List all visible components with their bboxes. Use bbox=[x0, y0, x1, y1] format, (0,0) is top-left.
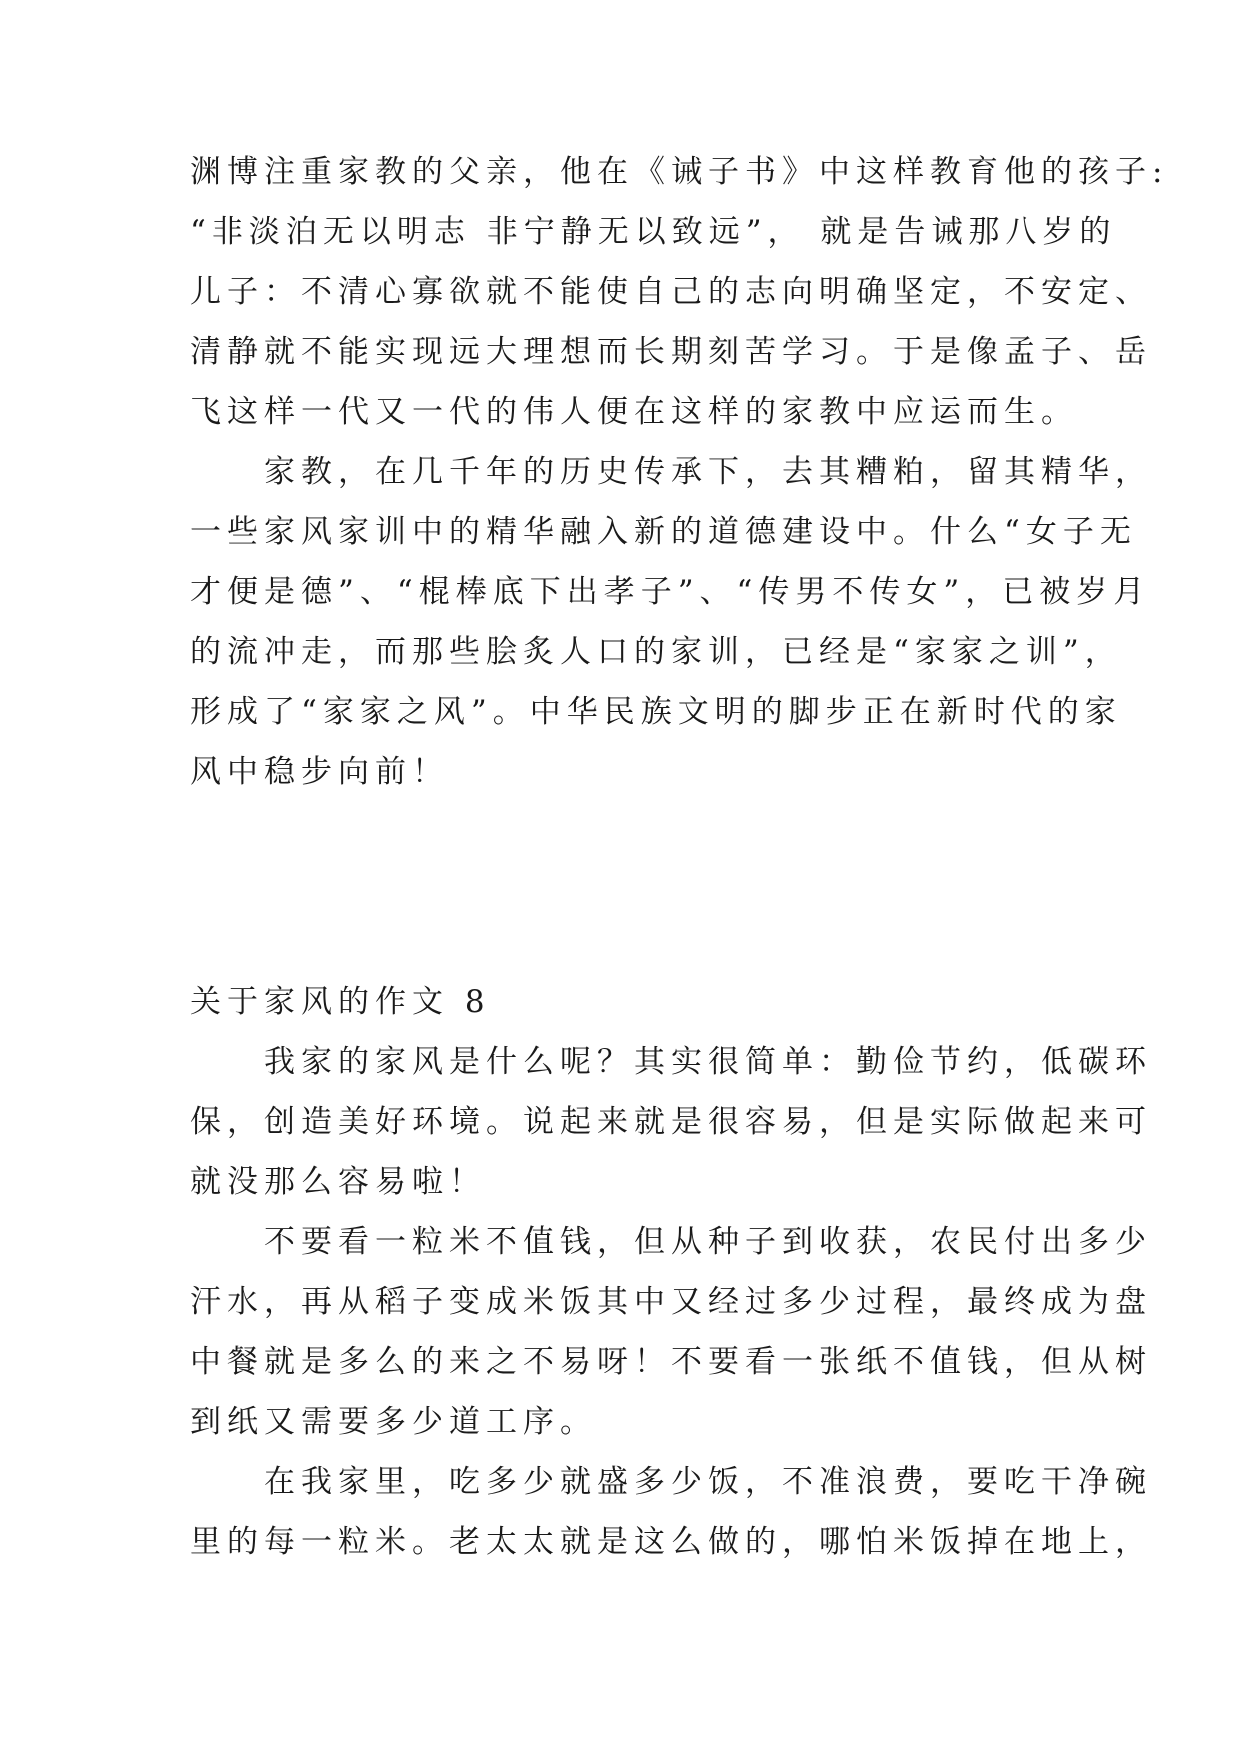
paragraph-line: 渊博注重家教的父亲，他在《诫子书》中这样教育他的孩子: bbox=[190, 154, 1169, 190]
paragraph-line: 形成了“家家之风”。中华民族文明的脚步正在新时代的家 bbox=[190, 694, 1122, 730]
paragraph-line: 保，创造美好环境。说起来就是很容易，但是实际做起来可 bbox=[190, 1104, 1152, 1140]
paragraph-line: 里的每一粒米。老太太就是这么做的，哪怕米饭掉在地上， bbox=[190, 1524, 1152, 1560]
paragraph-line: 就没那么容易啦！ bbox=[190, 1164, 486, 1200]
paragraph-line: 风中稳步向前！ bbox=[190, 754, 449, 790]
paragraph-line: 中餐就是多么的来之不易呀！不要看一张纸不值钱，但从树 bbox=[190, 1344, 1152, 1380]
paragraph-line: 汗水，再从稻子变成米饭其中又经过多少过程，最终成为盘 bbox=[190, 1284, 1152, 1320]
paragraph-line: 飞这样一代又一代的伟人便在这样的家教中应运而生。 bbox=[190, 394, 1078, 430]
paragraph-line: 家教，在几千年的历史传承下，去其糟粕，留其精华， bbox=[190, 454, 1152, 490]
paragraph-line: 一些家风家训中的精华融入新的道德建设中。什么“女子无 bbox=[190, 514, 1137, 550]
paragraph-line: 不要看一粒米不值钱，但从种子到收获，农民付出多少 bbox=[190, 1224, 1152, 1260]
paragraph-line: 清静就不能实现远大理想而长期刻苦学习。于是像孟子、岳 bbox=[190, 334, 1152, 370]
paragraph-line: 我家的家风是什么呢？其实很简单：勤俭节约，低碳环 bbox=[190, 1044, 1152, 1080]
essay-title: 关于家风的作文 8 bbox=[190, 984, 491, 1020]
paragraph-line: 儿子：不清心寡欲就不能使自己的志向明确坚定，不安定、 bbox=[190, 274, 1152, 310]
paragraph-line: 在我家里，吃多少就盛多少饭，不准浪费，要吃干净碗 bbox=[190, 1464, 1152, 1500]
paragraph-line: 的流冲走，而那些脍炙人口的家训，已经是“家家之训”， bbox=[190, 634, 1122, 670]
paragraph-line: “非淡泊无以明志 非宁静无以致远”， 就是告诫那八岁的 bbox=[190, 214, 1117, 250]
paragraph-line: 到纸又需要多少道工序。 bbox=[190, 1404, 597, 1440]
paragraph-line: 才便是德”、“棍棒底下出孝子”、“传男不传女”，已被岁月 bbox=[190, 574, 1151, 610]
